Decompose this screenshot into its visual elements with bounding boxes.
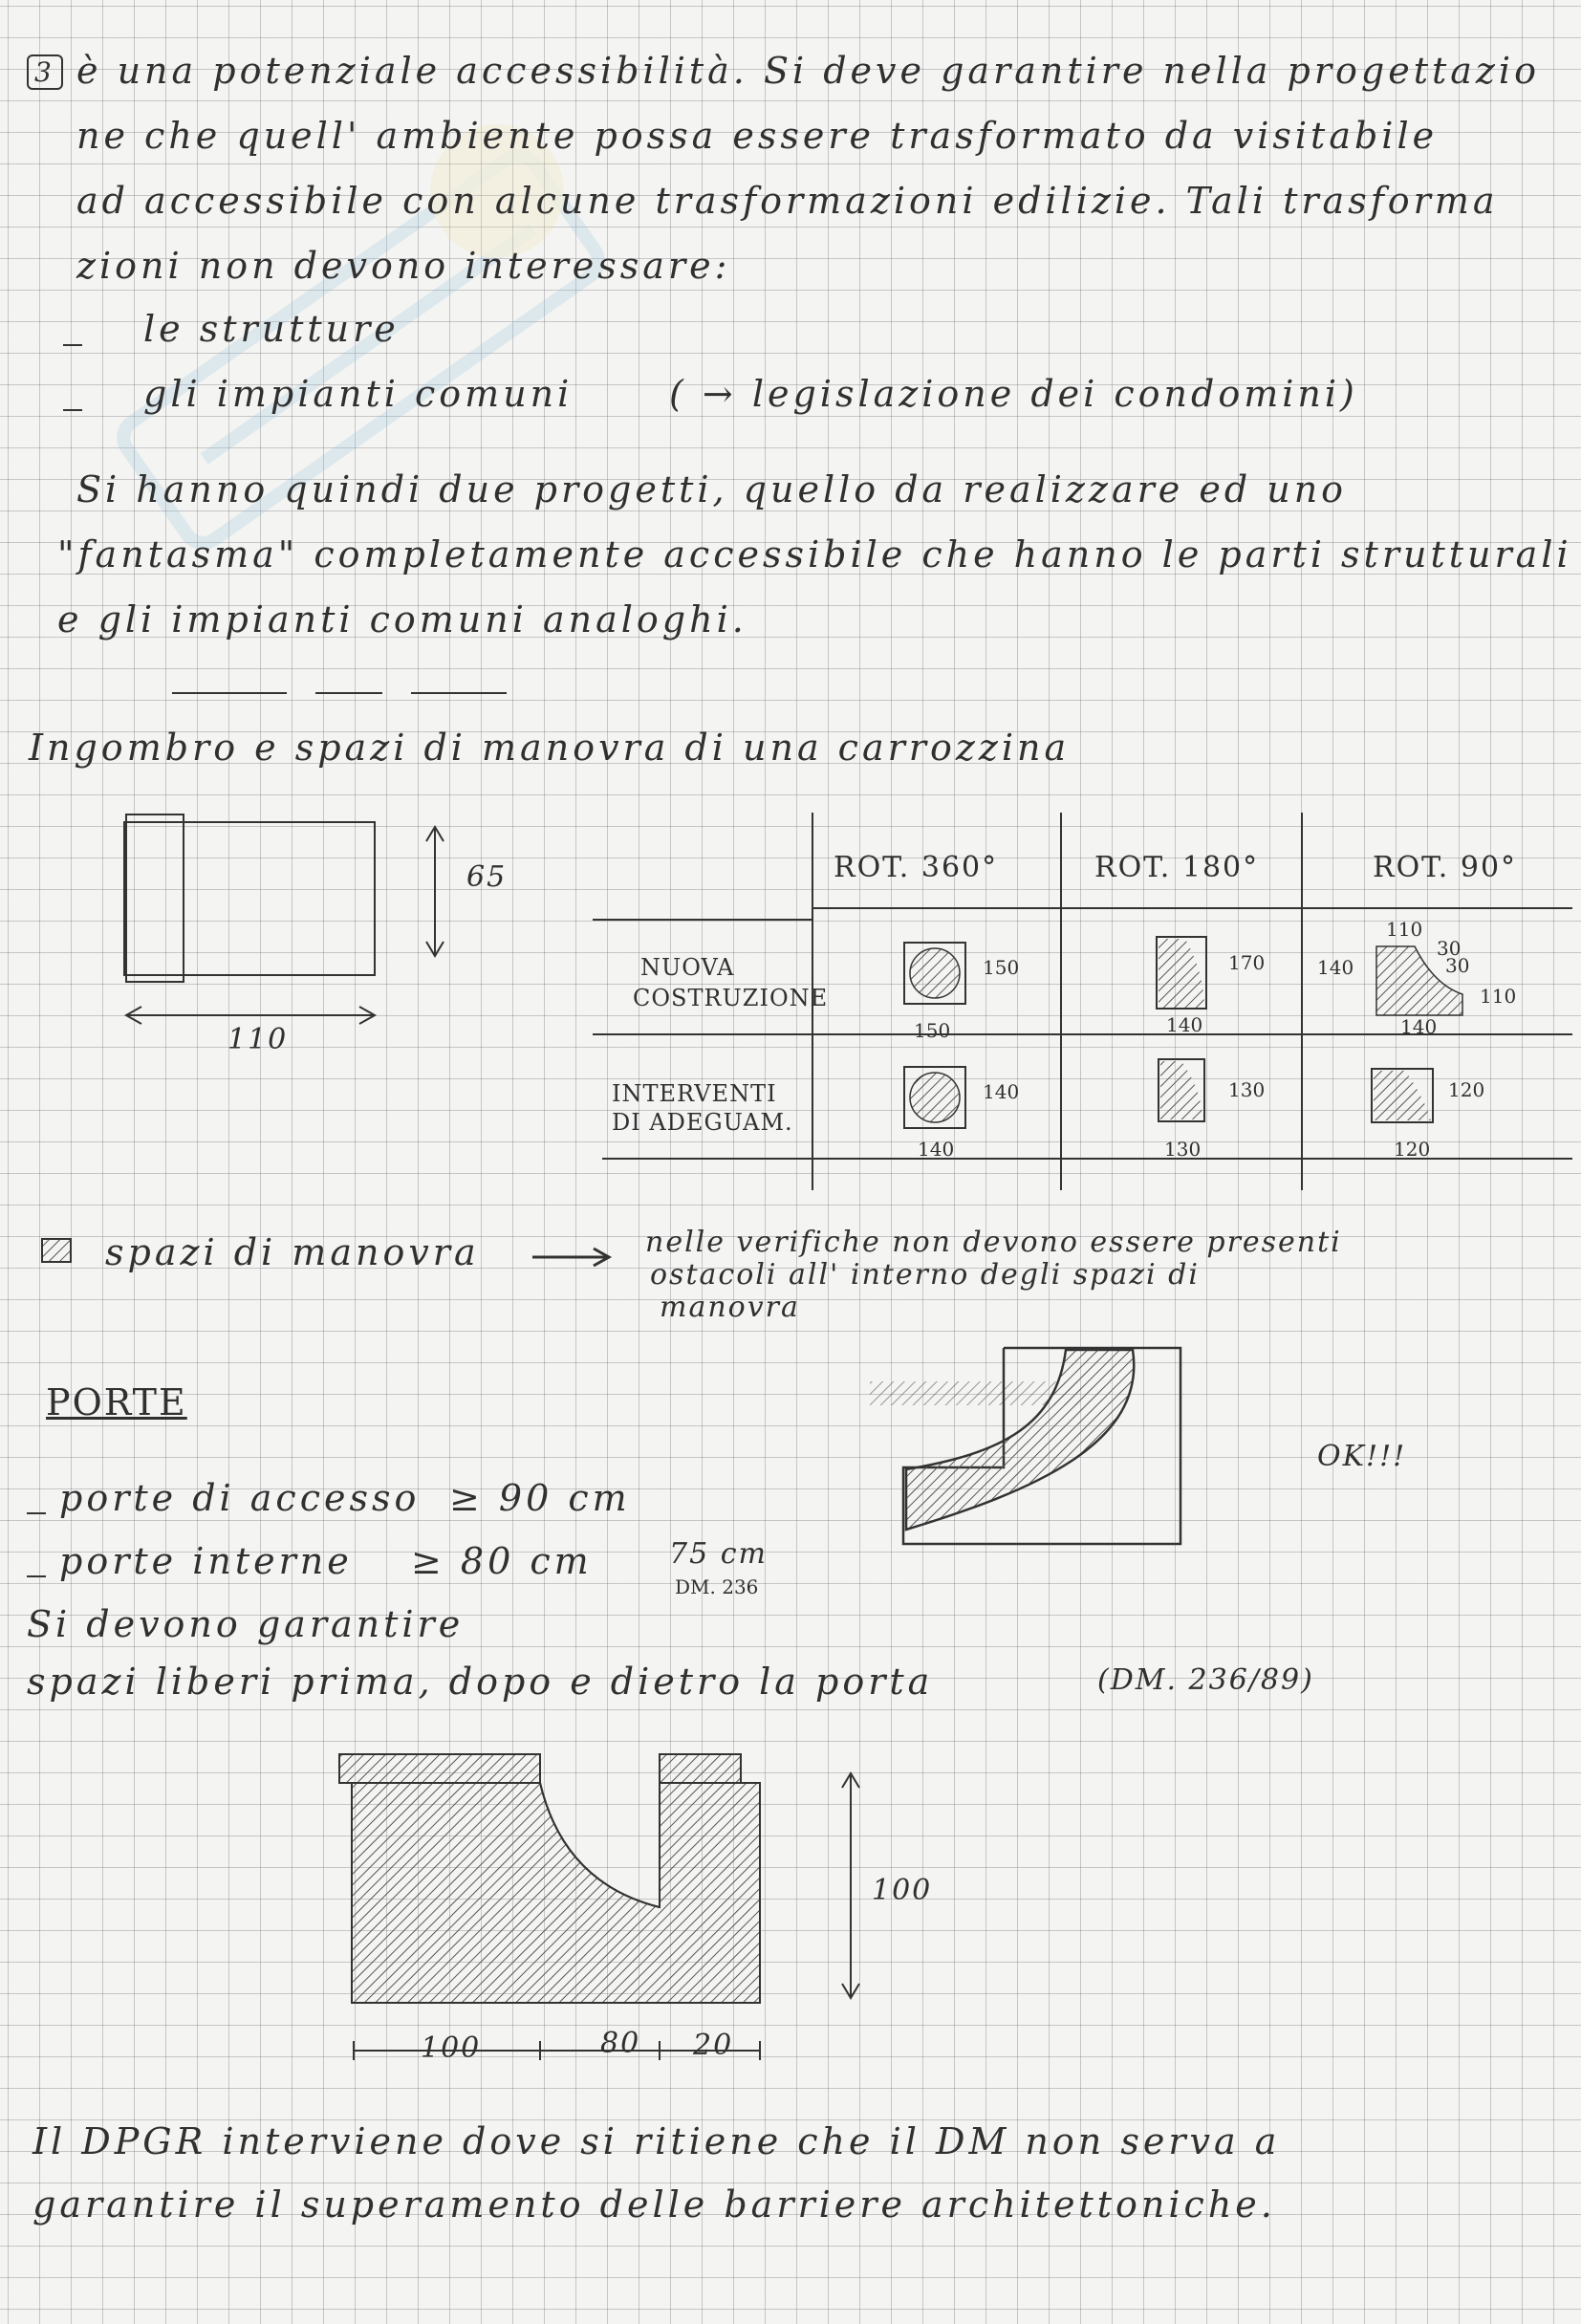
cell-90-adeg-b: 120 xyxy=(1394,1138,1431,1161)
porte-heading: PORTE xyxy=(46,1381,187,1423)
legend-arrow xyxy=(531,1243,617,1271)
legend-note-2: ostacoli all' interno degli spazi di xyxy=(650,1258,1200,1292)
cell-360-adeg-b: 140 xyxy=(918,1138,955,1161)
cell-180-nuova-b: 140 xyxy=(1166,1013,1203,1036)
wheelchair-title: Ingombro e spazi di manovra di una carrozzina xyxy=(29,727,1071,769)
bullet-item-1: le strutture xyxy=(143,308,400,350)
door-dim-c: 20 xyxy=(693,2029,734,2062)
garantire-line-2: spazi liberi prima, dopo e dietro la porta xyxy=(27,1661,934,1703)
door-clearance-sketch xyxy=(860,1338,1204,1596)
table-header-rot180: ROT. 180° xyxy=(1094,851,1260,884)
door-dim-b: 80 xyxy=(600,2027,641,2060)
door-dim-a: 100 xyxy=(421,2031,482,2065)
cell-90-adeg-a: 120 xyxy=(1448,1078,1485,1101)
porte-paren-value: 75 cm xyxy=(669,1537,768,1571)
porte-item-accesso: porte di accesso xyxy=(59,1477,421,1519)
legend-hatch-swatch xyxy=(40,1237,78,1266)
intro-line-4: zioni non devono interessare: xyxy=(76,245,731,287)
cell-90-nuova-e: 110 xyxy=(1480,985,1517,1008)
bullet-dash xyxy=(27,1575,46,1577)
cell-360-nuova-b: 150 xyxy=(914,1019,951,1042)
projects-line-3: e gli impianti comuni analoghi. xyxy=(57,598,747,641)
projects-line-1: Si hanno quindi due progetti, quello da realizzare ed uno xyxy=(76,468,1348,510)
intro-line-2: ne che quell' ambiente possa essere trasformato da visitabile xyxy=(76,115,1439,157)
intro-line-3: ad accessibile con alcune trasformazioni edilizie. Tali trasforma xyxy=(76,180,1499,222)
separator-strokes xyxy=(172,688,516,698)
legend-note-3: manovra xyxy=(660,1291,800,1324)
cell-90-nuova-a: 110 xyxy=(1386,918,1423,941)
cell-90-nuova-c: 30 xyxy=(1445,954,1470,977)
closing-line-2: garantire il superamento delle barriere architettoniche. xyxy=(32,2183,1276,2226)
row-label-costruzione: COSTRUZIONE xyxy=(633,985,829,1011)
cell-180-adeg-b: 130 xyxy=(1164,1138,1202,1161)
porte-item-interne: porte interne xyxy=(59,1540,353,1582)
porte-value-accesso: ≥ 90 cm xyxy=(449,1477,631,1519)
legend-note-1: nelle verifiche non devono essere presenti xyxy=(645,1226,1342,1259)
bullet-item-2: gli impianti comuni xyxy=(143,373,574,415)
cell-360-adeg-a: 140 xyxy=(983,1080,1020,1103)
row-label-interventi: INTERVENTI xyxy=(612,1080,777,1107)
intro-line-1: è una potenziale accessibilità. Si deve garantire nella progettazio xyxy=(76,50,1540,92)
porte-value-interne: ≥ 80 cm xyxy=(411,1540,593,1582)
cell-90-nuova-d: 140 xyxy=(1317,956,1354,979)
row-label-nuova: NUOVA xyxy=(640,954,735,981)
table-header-rot360: ROT. 360° xyxy=(834,851,999,884)
porte-paren-ref: DM. 236 xyxy=(675,1575,759,1598)
wheelchair-width-label: 110 xyxy=(227,1023,289,1056)
bullet-note: ( → legislazione dei condomini) xyxy=(669,373,1358,415)
section-marker: 3 xyxy=(27,48,63,90)
bullet-dash xyxy=(63,409,82,411)
garantire-line-1: Si devono garantire xyxy=(27,1603,465,1645)
cell-90-nuova-f: 140 xyxy=(1400,1015,1438,1038)
table-header-rot90: ROT. 90° xyxy=(1373,851,1518,884)
row-label-adeguam: DI ADEGUAM. xyxy=(612,1109,793,1136)
projects-line-2: "fantasma" completamente accessibile che hanno le parti strutturali xyxy=(57,533,1572,576)
cell-90-nuova-b: 30 xyxy=(1437,937,1462,960)
legend-label: spazi di manovra xyxy=(105,1231,480,1273)
garantire-line-3: (DM. 236/89) xyxy=(1097,1663,1314,1697)
cell-180-nuova-a: 170 xyxy=(1228,951,1266,974)
closing-line-1: Il DPGR interviene dove si ritiene che il DM non serva a xyxy=(32,2120,1281,2162)
wheelchair-footprint-sketch xyxy=(115,803,440,1052)
bullet-dash xyxy=(63,344,82,346)
wheelchair-height-label: 65 xyxy=(466,860,508,894)
door-height-label: 100 xyxy=(872,1874,933,1907)
ok-label: OK!!! xyxy=(1317,1440,1407,1473)
cell-180-adeg-a: 130 xyxy=(1228,1078,1266,1101)
bullet-dash xyxy=(27,1512,46,1514)
cell-360-nuova-a: 150 xyxy=(983,956,1020,979)
